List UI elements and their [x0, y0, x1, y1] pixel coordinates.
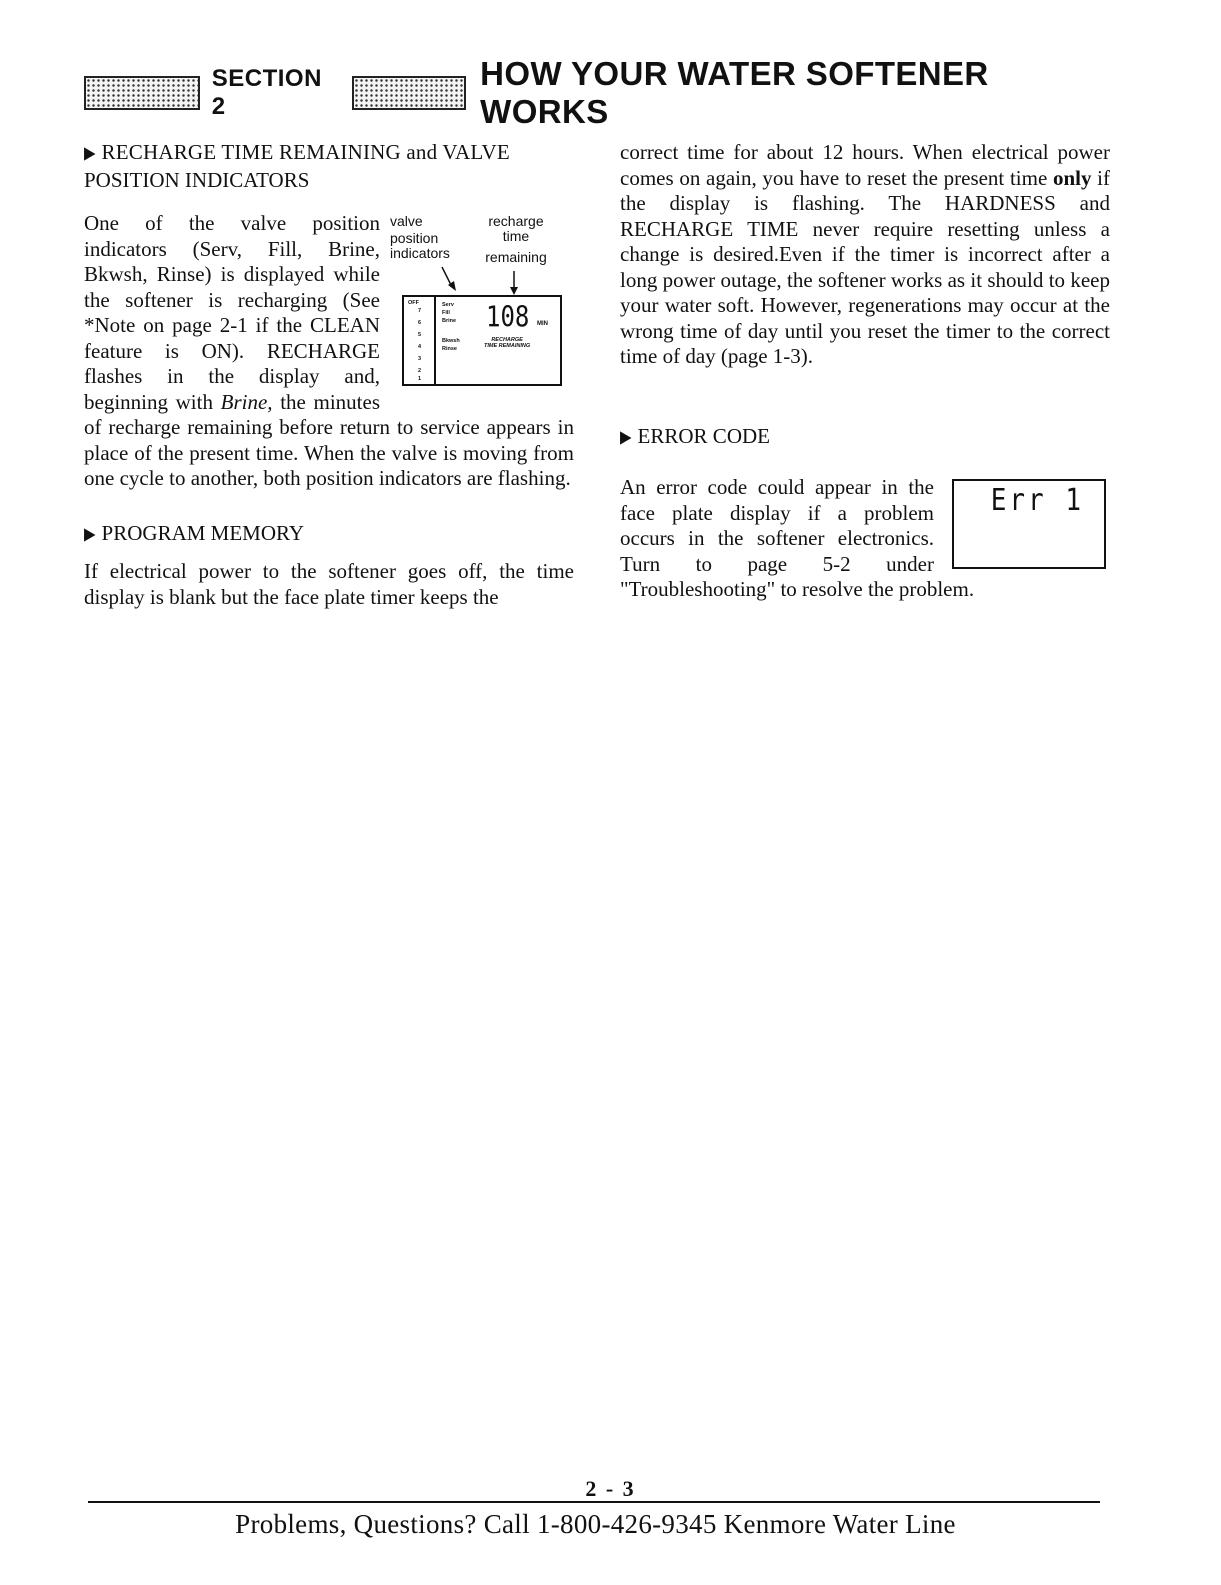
recharge-paragraph: One of the valve position indicators (Serv, Fill, Brine, Bkwsh, Rinse) is displayed while the softener is recharging (See *Note on page 2-1 if the CLEAN feature is ON). RECHARGE flashes in the display and, beginning with Brine, the minutes of recharge remaining before return to service appears in place of the present time. When the valve is moving from one cycle to another, both position indicators are flashing. — [84, 211, 574, 490]
program-memory-paragraph: If electrical power to the softener goes off, the time display is blank but the face plate timer keeps the — [84, 559, 574, 609]
section-header — [84, 55, 1114, 130]
figure-label-valve: valve position indicators — [390, 213, 450, 261]
page-title: HOW YOUR WATER SOFTENER WORKS — [480, 55, 989, 130]
recharge-heading — [84, 140, 574, 193]
footer-divider — [88, 1501, 1100, 1503]
lcd-unit: MIN — [537, 321, 548, 327]
dotted-pattern-box — [352, 76, 466, 110]
program-memory-heading: ▶ PROGRAM MEMORY — [84, 521, 574, 549]
lcd-digits: 108 — [486, 300, 530, 334]
triangle-arrow-icon: ▶ — [620, 428, 632, 447]
right-column — [620, 140, 1110, 603]
triangle-arrow-icon: ▶ — [84, 525, 96, 544]
error-code-heading: ▶ ERROR CODE — [620, 424, 1110, 452]
lcd-separator — [434, 297, 436, 384]
error-code-paragraph: An error code could appear in the face plate display if a problem occurs in the softener electronics. Turn to page 5-2 under "Troubleshooting" to resolve the problem. — [620, 475, 975, 601]
lcd-scale: 7 6 5 4 3 2 1 — [418, 308, 422, 382]
error-code-display: Err 1 — [990, 483, 1084, 519]
triangle-arrow-icon: ▶ — [84, 144, 96, 164]
program-memory-continuation: correct time for about 12 hours. When electrical power comes on again, you have to reset the present time only if the display is flashing. The HARDNESS and RECHARGE TIME never require resetting unless a change is desired.Even if the timer is incorrect after a long power outage, the softener works as it should to keep your water soft. However, regenerations may occur at the wrong time of day until you reset the timer to the correct time of day (page 1-3). — [620, 140, 1110, 368]
section-label: SECTION 2 — [211, 65, 322, 120]
recharge-heading-line2: POSITION INDICATORS — [84, 167, 310, 192]
error-display-figure — [952, 479, 1106, 569]
lcd-off-label: OFF — [408, 300, 419, 306]
dotted-pattern-box — [84, 76, 200, 110]
left-column — [84, 140, 574, 610]
footer-helpline: Problems, Questions? Call 1-800-426-9345 Kenmore Water Line — [235, 1509, 956, 1539]
recharge-display-figure — [388, 211, 574, 392]
recharge-heading-text: RECHARGE TIME REMAINING and VALVE — [101, 140, 510, 164]
page-number: 2 - 3 — [585, 1476, 636, 1501]
lcd-recharge-label: RECHARGE TIME REMAINING — [484, 337, 531, 349]
lcd-display — [402, 295, 562, 386]
figure-label-recharge: recharge time remaining — [485, 213, 547, 265]
lcd-position-labels: Serv Fill Brine Bkwsh Rinse — [442, 302, 460, 352]
